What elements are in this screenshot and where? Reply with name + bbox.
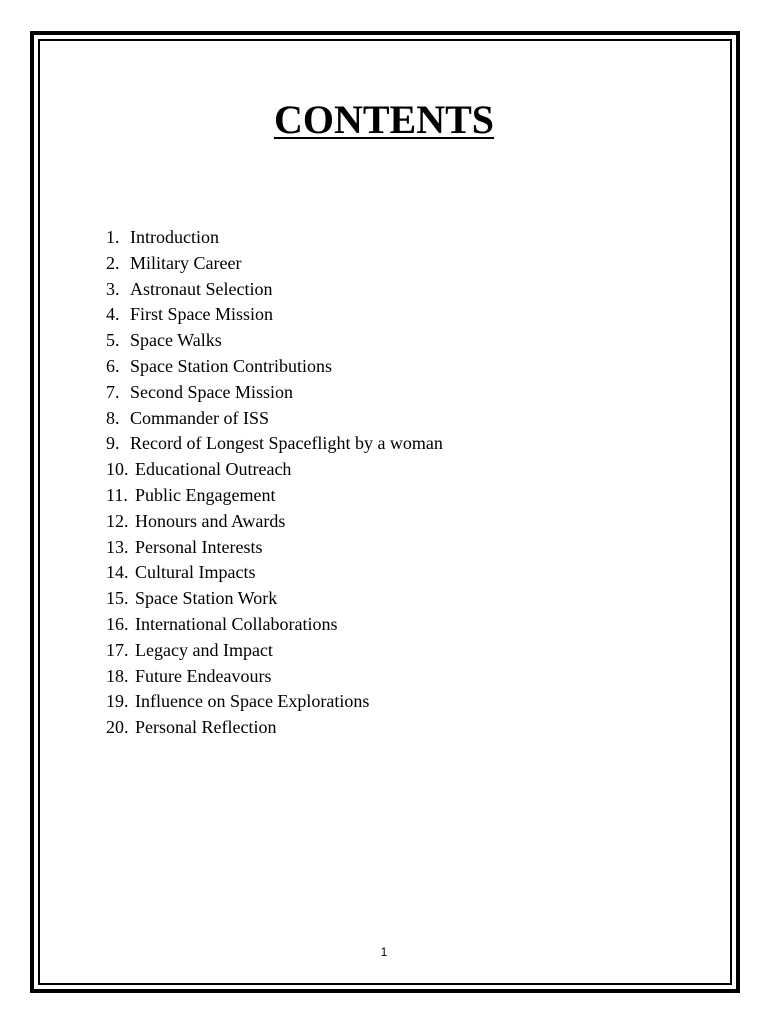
toc-item-number: 6. <box>106 355 120 376</box>
toc-item-label: First Space Mission <box>130 304 274 325</box>
toc-item-number: 20. <box>106 717 129 738</box>
toc-item <box>106 612 443 638</box>
toc-item-number: 11. <box>106 484 128 505</box>
toc-item <box>106 302 443 328</box>
toc-item-number: 13. <box>106 536 129 557</box>
toc-item <box>106 328 443 354</box>
toc-item <box>106 586 443 612</box>
toc-item-number: 5. <box>106 330 120 351</box>
page-number: 1 <box>380 945 388 959</box>
toc-item-number: 14. <box>106 562 129 583</box>
page-title: CONTENTS <box>273 97 495 142</box>
toc-item-number: 3. <box>106 278 120 299</box>
toc-item-label: Military Career <box>130 252 242 273</box>
toc-item-number: 18. <box>106 665 129 686</box>
toc-item-label: Space Station Work <box>135 588 278 609</box>
toc-item-label: Commander of ISS <box>130 407 269 428</box>
toc-item <box>106 457 443 483</box>
toc-item-number: 17. <box>106 639 129 660</box>
toc-item-label: Space Walks <box>130 330 222 351</box>
toc-item <box>106 509 443 535</box>
toc-item-label: Second Space Mission <box>130 381 293 402</box>
toc-item-label: Record of Longest Spaceflight by a woman <box>130 433 443 454</box>
toc-item <box>106 431 443 457</box>
toc-item-label: International Collaborations <box>135 613 338 634</box>
toc-item-label: Astronaut Selection <box>130 278 273 299</box>
toc-item-number: 12. <box>106 510 129 531</box>
toc-item <box>106 225 443 251</box>
toc-item-label: Personal Reflection <box>135 717 277 738</box>
toc-item-label: Honours and Awards <box>135 510 286 531</box>
toc-item-label: Legacy and Impact <box>135 639 273 660</box>
toc-item-label: Introduction <box>130 227 219 247</box>
table-of-contents <box>106 225 443 741</box>
toc-item-label: Cultural Impacts <box>135 562 256 583</box>
toc-item-number: 15. <box>106 588 129 609</box>
toc-item-label: Influence on Space Explorations <box>135 691 370 712</box>
toc-item-number: 4. <box>106 304 120 325</box>
toc-item <box>106 406 443 432</box>
toc-item-number: 19. <box>106 691 129 712</box>
toc-item <box>106 535 443 561</box>
toc-item-number: 7. <box>106 381 120 402</box>
toc-item <box>106 560 443 586</box>
toc-item-label: Future Endeavours <box>135 665 272 686</box>
toc-item <box>106 638 443 664</box>
toc-item-number: 8. <box>106 407 120 428</box>
toc-item <box>106 483 443 509</box>
toc-item <box>106 689 443 715</box>
toc-item <box>106 277 443 303</box>
toc-item <box>106 354 443 380</box>
toc-item-number: 9. <box>106 433 120 454</box>
toc-item-number: 2. <box>106 252 120 273</box>
toc-item <box>106 251 443 277</box>
toc-item <box>106 664 443 690</box>
toc-item-label: Space Station Contributions <box>130 355 332 376</box>
toc-item-number: 16. <box>106 613 129 634</box>
toc-item-label: Public Engagement <box>135 484 276 505</box>
toc-item-label: Educational Outreach <box>135 459 292 480</box>
toc-item-number: 10. <box>106 459 129 480</box>
toc-item <box>106 715 443 741</box>
toc-item-label: Personal Interests <box>135 536 263 557</box>
toc-item <box>106 380 443 406</box>
toc-item-number: 1. <box>106 227 120 247</box>
